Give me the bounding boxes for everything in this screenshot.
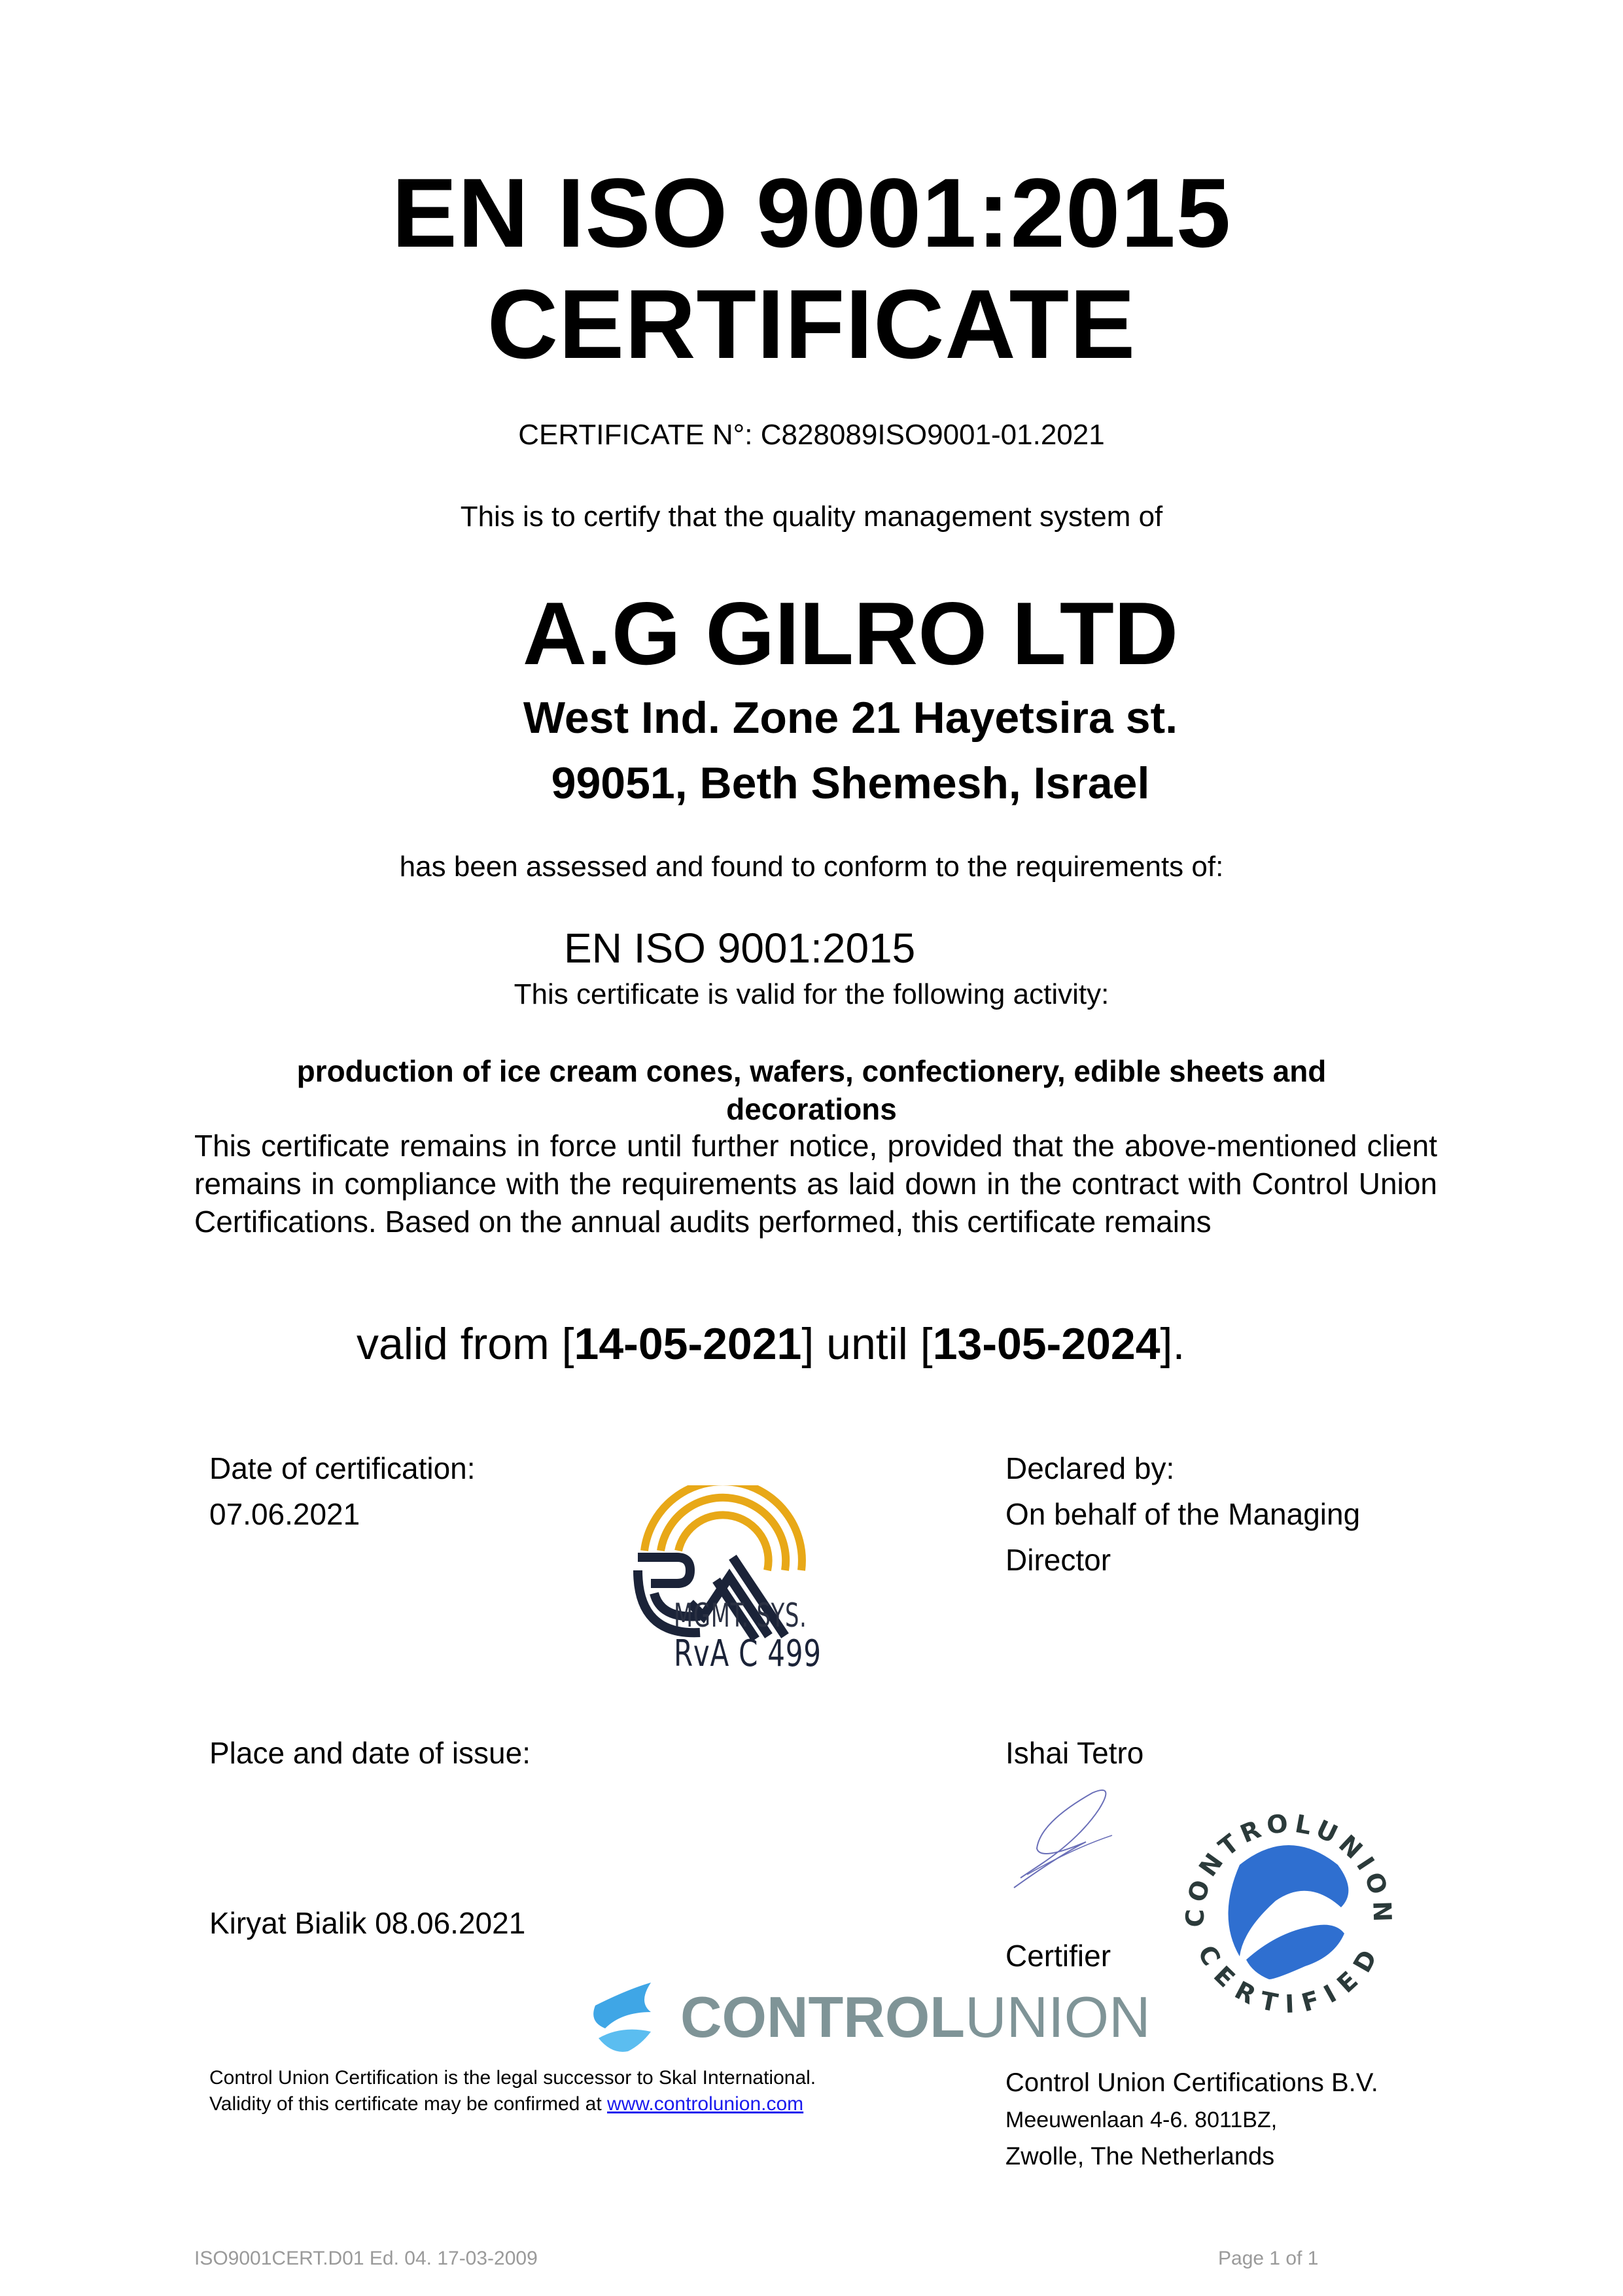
signer-role: Certifier bbox=[1005, 1939, 1111, 1973]
control-union-wordmark bbox=[680, 1985, 1151, 2049]
seal-top-text: CONTROLUNION bbox=[1180, 1808, 1397, 1928]
control-union-certified-seal bbox=[1178, 1793, 1400, 2015]
validity-period bbox=[357, 1318, 1185, 1369]
certificate-title-line1: EN ISO 9001:2015 bbox=[391, 158, 1232, 268]
activity-line1: production of ice cream cones, wafers, confectionery, edible sheets and bbox=[296, 1054, 1327, 1088]
rva-text-line1: MGMT. SYS. bbox=[674, 1597, 807, 1634]
footer-document-code: ISO9001CERT.D01 Ed. 04. 17-03-2009 bbox=[194, 2248, 538, 2269]
handwritten-signature bbox=[1001, 1783, 1151, 1894]
control-union-logo bbox=[589, 1983, 1151, 2055]
validity-middle: ] until [ bbox=[801, 1319, 933, 1369]
issuer-name: Control Union Certifications B.V. bbox=[1005, 2068, 1378, 2097]
brand-light: UNION bbox=[965, 1985, 1151, 2049]
certificate-number: CERTIFICATE N°: C828089ISO9001-01.2021 bbox=[518, 419, 1105, 451]
place-date-issue-value: Kiryat Bialik 08.06.2021 bbox=[209, 1906, 526, 1940]
legal-validity-prefix: Validity of this certificate may be confirmed at bbox=[209, 2093, 608, 2115]
activity-line2: decorations bbox=[726, 1092, 897, 1126]
validity-prefix: valid from [ bbox=[357, 1319, 574, 1369]
issuer-address-line2: Zwolle, The Netherlands bbox=[1005, 2143, 1275, 2170]
controlunion-website-link[interactable]: www.controlunion.com bbox=[607, 2093, 804, 2115]
certify-intro: This is to certify that the quality management system of bbox=[460, 501, 1163, 533]
legal-successor-text: Control Union Certification is the legal successor to Skal International. bbox=[209, 2067, 816, 2089]
assessment-statement: has been assessed and found to conform to the requirements of: bbox=[399, 851, 1224, 883]
signature-icon bbox=[1001, 1783, 1151, 1894]
valid-until-date: 13-05-2024 bbox=[932, 1319, 1161, 1369]
legal-validity-text bbox=[209, 2091, 803, 2118]
brand-bold: CONTROL bbox=[680, 1985, 966, 2049]
declared-by-value-line1: On behalf of the Managing bbox=[1005, 1497, 1361, 1531]
validity-suffix: ]. bbox=[1160, 1319, 1185, 1369]
seal-bottom-text: CERTIFIED bbox=[1192, 1940, 1386, 2015]
company-address-line1: West Ind. Zone 21 Hayetsira st. bbox=[523, 693, 1178, 743]
control-union-wave-icon bbox=[589, 1983, 674, 2055]
signer-name: Ishai Tetro bbox=[1005, 1736, 1144, 1770]
activity-intro: This certificate is valid for the following activity: bbox=[514, 978, 1109, 1010]
declared-by-value-line2: Director bbox=[1005, 1543, 1111, 1577]
control-union-seal-icon bbox=[1178, 1793, 1400, 2015]
standard-name: EN ISO 9001:2015 bbox=[564, 925, 916, 972]
rva-text-line2: RvA C 499 bbox=[674, 1633, 822, 1675]
issuer-address-line1: Meeuwenlaan 4-6. 8011BZ, bbox=[1005, 2108, 1278, 2132]
company-name: A.G GILRO LTD bbox=[522, 584, 1179, 683]
footer-page-number: Page 1 of 1 bbox=[1218, 2248, 1319, 2269]
validity-paragraph: This certificate remains in force until further notice, provided that the above-mentioned client remains in compliance with the requirements as laid down in the contract with Control Union Certifications. Based on the annual audits performed, this certificate remains bbox=[194, 1129, 1437, 1239]
rva-accreditation-logo bbox=[625, 1485, 834, 1695]
place-date-issue-label: Place and date of issue: bbox=[209, 1736, 531, 1770]
valid-from-date: 14-05-2021 bbox=[574, 1319, 802, 1369]
company-address-line2: 99051, Beth Shemesh, Israel bbox=[551, 758, 1150, 808]
declared-by-label: Declared by: bbox=[1005, 1451, 1175, 1485]
date-of-certification-label: Date of certification: bbox=[209, 1451, 476, 1485]
date-of-certification-value: 07.06.2021 bbox=[209, 1497, 360, 1531]
certificate-title-line2: CERTIFICATE bbox=[487, 269, 1136, 379]
